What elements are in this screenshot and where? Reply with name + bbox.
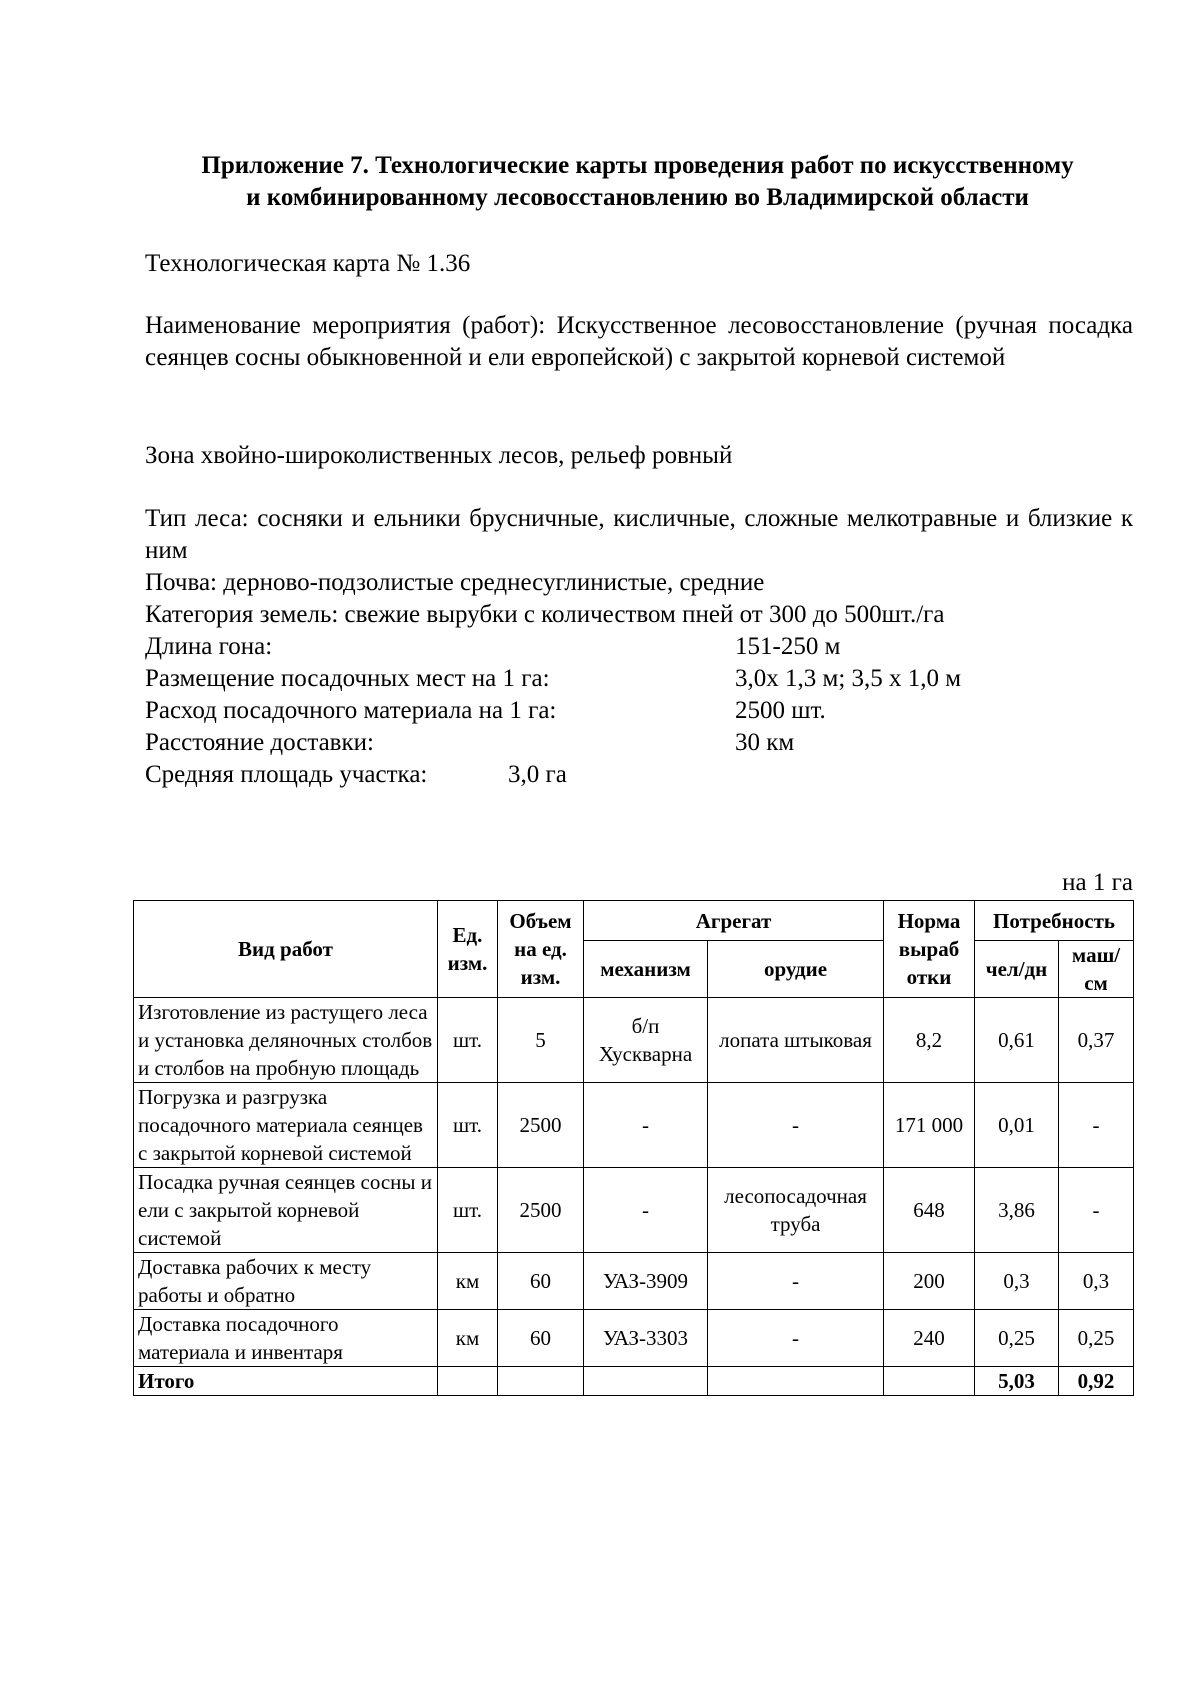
cell-tool: лопата штыковая [708,998,884,1083]
table-row [134,1310,1134,1367]
document-title [140,150,1135,214]
param-value: 30 км [735,729,795,756]
total-row [134,1367,1134,1396]
cell-machine-shifts: 0,37 [1059,998,1134,1083]
avg-area-row [145,759,567,791]
cell-volume: 5 [498,998,584,1083]
cell-empty [498,1367,584,1396]
col-header-tool: орудие [708,941,884,998]
col-header-norm: Норма выраб отки [884,901,975,998]
cell-empty [708,1367,884,1396]
cell-work: Изготовление из растущего леса и установка деляночных столбов и столбов на пробную площадь [134,998,438,1083]
cell-unit: шт. [438,998,498,1083]
cell-volume: 2500 [498,1083,584,1168]
title-line-1: Приложение 7. Технологические карты проведения работ по искусственному [201,152,1074,179]
cell-work: Посадка ручная сеянцев сосны и ели с закрытой корневой системой [134,1168,438,1253]
param-value: 2500 шт. [735,697,826,724]
col-header-need: Потребность [975,901,1134,941]
cell-person-days: 0,25 [975,1310,1059,1367]
table-row [134,1253,1134,1310]
event-name: Наименование мероприятия (работ): Искусственное лесовосстановление (ручная посадка сеянцев сосны обыкновенной и ели европейской) с закрытой корневой системой [145,312,1133,371]
cell-tool: - [708,1083,884,1168]
cell-unit: км [438,1253,498,1310]
header-row [134,901,1134,941]
param-row [145,727,795,759]
cell-norm: 8,2 [884,998,975,1083]
param-value: 151-250 м [735,633,841,660]
table-row [134,1083,1134,1168]
cell-norm: 648 [884,1168,975,1253]
table-row [134,1168,1134,1253]
param-label: Длина гона: [145,633,273,660]
cell-tool: - [708,1253,884,1310]
cell-machine-shifts: 0,3 [1059,1253,1134,1310]
total-label: Итого [134,1367,438,1396]
soil: Почва: дерново-подзолистые среднесуглинистые, средние [145,569,765,596]
col-header-unit: Ед. изм. [438,901,498,998]
cell-empty [884,1367,975,1396]
land-category: Категория земель: свежие вырубки с количеством пней от 300 до 500шт./га [145,601,945,628]
cell-empty [438,1367,498,1396]
param-row [145,695,826,727]
cell-unit: шт. [438,1168,498,1253]
cell-norm: 171 000 [884,1083,975,1168]
zone-relief: Зона хвойно-широколиственных лесов, рельеф ровный [145,442,733,469]
col-header-person-days: чел/дн [975,941,1059,998]
col-header-mechanism: механизм [584,941,708,998]
cell-person-days: 0,3 [975,1253,1059,1310]
total-machine-shifts: 0,92 [1059,1367,1134,1396]
cell-person-days: 3,86 [975,1168,1059,1253]
param-row [145,663,962,695]
cell-work: Доставка рабочих к месту работы и обратно [134,1253,438,1310]
avg-area-label: Средняя площадь участка: [145,761,428,788]
cell-machine-shifts: - [1059,1083,1134,1168]
cell-norm: 240 [884,1310,975,1367]
cell-machine-shifts: 0,25 [1059,1310,1134,1367]
cell-tool: лесопосадочная труба [708,1168,884,1253]
cell-unit: шт. [438,1083,498,1168]
total-person-days: 5,03 [975,1367,1059,1396]
cell-mechanism: УАЗ-3303 [584,1310,708,1367]
col-header-aggregate: Агрегат [584,901,884,941]
cell-machine-shifts: - [1059,1168,1134,1253]
table-row [134,998,1134,1083]
forest-type: Тип леса: сосняки и ельники брусничные, кисличные, сложные мелкотравные и близкие к ним [145,505,1133,564]
cell-mechanism: УАЗ-3909 [584,1253,708,1310]
col-header-machine-shifts: маш/ см [1059,941,1134,998]
cell-work: Погрузка и разгрузка посадочного материала сеянцев с закрытой корневой системой [134,1083,438,1168]
cell-norm: 200 [884,1253,975,1310]
cell-volume: 60 [498,1310,584,1367]
cell-mechanism: - [584,1083,708,1168]
param-label: Расход посадочного материала на 1 га: [145,697,557,724]
cell-tool: - [708,1310,884,1367]
cell-person-days: 0,61 [975,998,1059,1083]
work-table [133,900,1134,1396]
param-value: 3,0х 1,3 м; 3,5 х 1,0 м [735,665,962,692]
col-header-volume: Объем на ед. изм. [498,901,584,998]
title-line-2: и комбинированному лесовосстановлению во Владимирской области [246,184,1029,211]
cell-mechanism: б/п Хускварна [584,998,708,1083]
cell-person-days: 0,01 [975,1083,1059,1168]
cell-volume: 2500 [498,1168,584,1253]
cell-mechanism: - [584,1168,708,1253]
col-header-work: Вид работ [134,901,438,998]
cell-unit: км [438,1310,498,1367]
cell-volume: 60 [498,1253,584,1310]
cell-empty [584,1367,708,1396]
avg-area-value: 3,0 га [508,761,567,788]
param-label: Расстояние доставки: [145,729,374,756]
param-label: Размещение посадочных мест на 1 га: [145,665,550,692]
card-number: Технологическая карта № 1.36 [145,250,471,277]
param-row [145,631,841,663]
cell-work: Доставка посадочного материала и инвентаря [134,1310,438,1367]
unit-note: на 1 га [1062,869,1133,896]
